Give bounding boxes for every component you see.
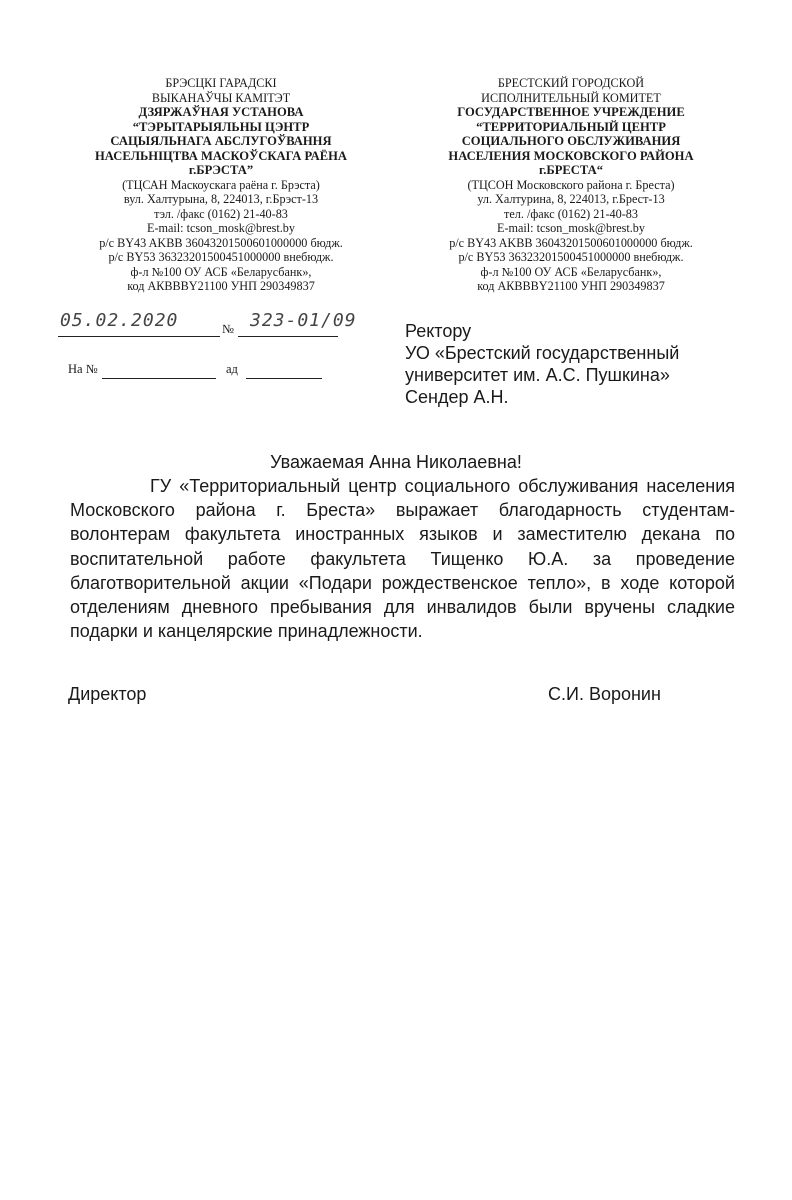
- letterhead-line: ул. Халтурина, 8, 224013, г.Брест-13: [477, 192, 665, 206]
- letterhead-line: ф-л №100 ОУ АСБ «Беларусбанк»,: [130, 264, 312, 279]
- reference-label: На №: [68, 362, 98, 376]
- letterhead-line: р/с BY53 36323201500451000000 внебюдж.: [108, 250, 334, 264]
- letterhead-line: ИСПОЛНИТЕЛЬНЫЙ КОМИТЕТ: [481, 90, 661, 105]
- outgoing-number-row: [58, 310, 378, 338]
- salutation: Уважаемая Анна Николаевна!: [270, 452, 522, 472]
- letterhead-line: вул. Халтурына, 8, 224013, г.Брэст-13: [123, 192, 319, 206]
- number-sign: №: [222, 322, 234, 336]
- reference-from-underline: [246, 378, 322, 379]
- letterhead-line: БРЕСТСКИЙ ГОРОДСКОЙ: [497, 76, 645, 90]
- letterhead-line: тэл. /факс (0162) 21-40-83: [154, 206, 288, 221]
- addressee-line: Сендер А.Н.: [405, 387, 509, 407]
- addressee-block: [405, 320, 679, 408]
- addressee-line: УО «Брестский государственный: [405, 343, 680, 363]
- letterhead-line: (ТЦСОН Московского района г. Бреста): [467, 177, 675, 192]
- letterhead-line: г.БРЭСТА”: [188, 163, 254, 177]
- date-underline: [58, 336, 220, 337]
- handwritten-date: 05.02.2020: [60, 310, 179, 331]
- letterhead-line: “ТЕРРИТОРИАЛЬНЫЙ ЦЕНТР: [476, 119, 666, 134]
- signature-position: Директор: [68, 684, 147, 704]
- addressee-line: университет им. А.С. Пушкина»: [405, 365, 670, 385]
- letterhead-line: ДЗЯРЖАЎНАЯ УСТАНОВА: [138, 105, 304, 119]
- handwritten-number: 323-01/09: [250, 310, 357, 331]
- letter-body: ГУ «Территориальный центр социального обслуживания населения Московского района г. Бреста» выражает благодарность студентам-волонтерам факультета иностранных языков и заместителю декана по воспитательной работе факультета Тищенко Ю.А. за проведение благотворительной акции «Подари рождественское тепло», в ходе которой отделениям дневного пребывания для инвалидов были вручены сладкие подарки и канцелярские принадлежности.: [70, 476, 735, 642]
- letterhead-line: НАСЕЛЕНИЯ МОСКОВСКОГО РАЙОНА: [448, 148, 694, 163]
- letterhead-line: г.БРЕСТА“: [538, 163, 604, 177]
- letterhead-line: р/с BY43 AKBB 36043201500601000000 бюдж.: [99, 235, 343, 250]
- letterhead-line: “ТЭРЫТАРЫЯЛЬНЫ ЦЭНТР: [132, 119, 310, 134]
- letterhead-line: р/с BY43 AKBB 36043201500601000000 бюдж.: [449, 235, 693, 250]
- reference-underline: [102, 378, 216, 379]
- letterhead-line: САЦЫЯЛЬНАГА АБСЛУГОЎВАННЯ: [110, 134, 332, 148]
- letterhead-line: код АКBBBY21100 УНП 290349837: [127, 279, 315, 293]
- letterhead-line: ф-л №100 ОУ АСБ «Беларусбанк»,: [480, 264, 662, 279]
- letterhead-line: ВЫКАНАЎЧЫ КАМIТЭТ: [151, 90, 291, 105]
- letterhead-line: НАСЕЛЬНIЦТВА МАСКОЎСКАГА РАЁНА: [94, 148, 348, 163]
- reference-from-label: ад: [226, 362, 238, 376]
- letterhead-line: БРЭСЦКI ГАРАДСКI: [165, 76, 277, 90]
- letterhead-line: тел. /факс (0162) 21-40-83: [504, 206, 638, 221]
- addressee-line: Ректору: [405, 321, 472, 341]
- registration-block: [58, 310, 378, 380]
- letterhead-line: р/с BY53 36323201500451000000 внебюдж.: [458, 250, 684, 264]
- letterhead-line: E-mail: tcson_mosk@brest.by: [147, 221, 295, 235]
- reference-row: [58, 358, 378, 380]
- number-underline: [238, 336, 338, 337]
- letterhead-line: код АКBBBY21100 УНП 290349837: [477, 279, 665, 293]
- letterhead-belarusian: [58, 76, 384, 294]
- letterhead-russian: [426, 76, 716, 294]
- letterhead-line: E-mail: tcson_mosk@brest.by: [497, 221, 645, 235]
- letterhead-line: ГОСУДАРСТВЕННОЕ УЧРЕЖДЕНИЕ: [457, 105, 685, 119]
- signature-name: С.И. Воронин: [548, 684, 661, 704]
- letterhead-line: (ТЦСАН Маскоускага раёна г. Брэста): [122, 177, 320, 192]
- letterhead-line: СОЦИАЛЬНОГО ОБСЛУЖИВАНИЯ: [461, 134, 681, 148]
